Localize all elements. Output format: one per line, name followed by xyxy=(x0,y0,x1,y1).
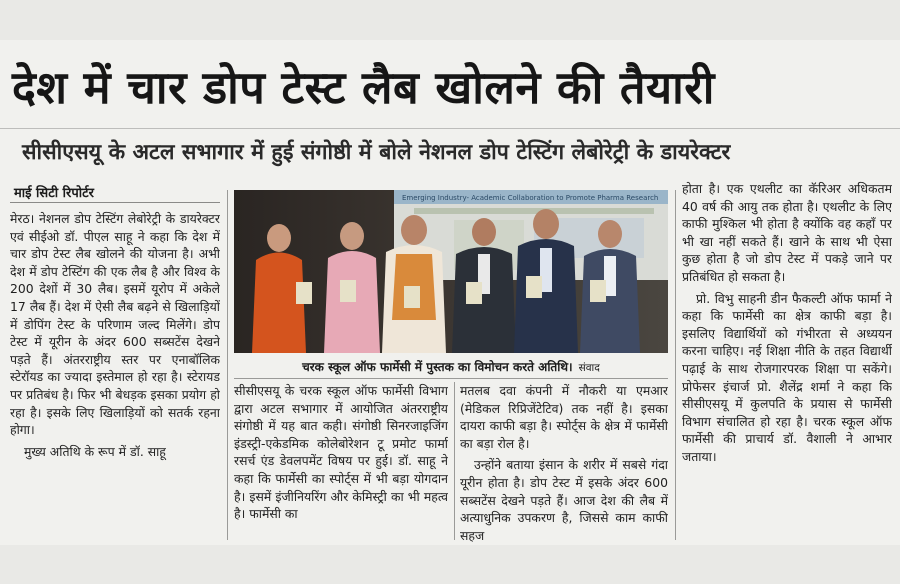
banner-text: Emerging Industry- Academic Collaboration to Promote Pharma Research xyxy=(402,194,659,202)
column-1 xyxy=(10,210,220,540)
column-3 xyxy=(460,382,668,542)
column-divider xyxy=(227,190,228,540)
event-photo xyxy=(234,190,668,353)
paragraph: होता है। एक एथलीट का कॅरिअर अधिकतम 40 वर्ष की आयु तक होता है। एथलीट के लिए काफी मुश्किल भी होता है क्योंकि वह कहाँ पर भी खा नहीं सकते हैं। खाने के साथ भी ऐसा कुछ होता है जो डोप टेस्ट में पकड़े जाने पर प्रतिबंधित हो सकता है। xyxy=(682,181,892,284)
paragraph: मुख्य अतिथि के रूप में डॉ. साहू xyxy=(24,443,166,459)
paragraph: उन्होंने बताया इंसान के शरीर में सबसे गंदा यूरीन होता है। डोप टेस्ट में इसके अंदर 600 सब्सटेंस देखने पड़ते हैं। आज देश की लैब में अत्याधुनिक उपकरण है, जिससे काम काफी सहज xyxy=(460,457,668,542)
byline-rule xyxy=(10,202,220,203)
paragraph: मेरठ। नेशनल डोप टेस्टिंग लेबोरेट्री के डायरेक्टर एवं सीईओ डॉ. पीएल साहू ने कहा कि देश में चार डोप टेस्ट लैब खोलने की योजना है। अभी देश में डोप टेस्टिंग की एक लैब है और विश्व के 200 देशों में 30 लैब। इसमें यूरोप में अकेले 17 लैब हैं। देश में ऐसी लैब बढ़ने से खिलाड़ियों में डोपिंग टेस्ट के परिणाम जल्द मिलेंगे। डोप टेस्ट में यूरीन के अंदर 600 सब्सटेंस देखने पड़ते हैं। अंतरराष्ट्रीय स्तर पर एनाबॉलिक स्टेरॉयड का ज्यादा इस्तेमाल हो रहा है। स्टेरायड पर प्रतिबंध है। फिर भी बेधड़क इसका प्रयोग हो रहा है। इसके लिए खिलाड़ियों को सतर्क रहना होगा। xyxy=(10,211,220,438)
paragraph: प्रो. विभु साहनी डीन फैकल्टी ऑफ फार्मा ने कहा कि फार्मेसी का क्षेत्र काफी बड़ा है। इसलिए विद्यार्थियों को गंभीरता से अध्ययन करना चाहिए। नई शिक्षा नीति के तहत विद्यार्थी पढ़ाई के साथ रोजगारपरक शिक्षा पा सकेंगे। प्रोफेसर इंचार्ज प्रो. शैलेंद्र शर्मा ने कहा कि सीसीएसयू में कुलपति के प्रयास से फार्मेसी विभाग संचालित हो रहा है। चरक स्कूल ऑफ फार्मेसी की प्राचार्य डॉ. वैशाली ने आभार जताया। xyxy=(682,290,892,464)
photo-caption xyxy=(234,356,668,379)
subheadline: सीसीएसयू के अटल सभागार में हुई संगोष्ठी में बोले नेशनल डोप टेस्टिंग लेबोरेट्री के डायरेक्टर xyxy=(22,140,731,165)
paragraph: सीसीएसयू के चरक स्कूल ऑफ फार्मेसी विभाग द्वारा अटल सभागार में आयोजित अंतरराष्ट्रीय संगोष्ठी में यह बात कही। संगोष्ठी सिनरजाइजिंग इंडस्ट्री-एकेडमिक कोलेबोरेशन टू प्रमोट फार्मा रसर्च एंड डेवलपमेंट विषय पर हुई। डॉ. साहू ने कहा कि फार्मेसी का स्पोर्ट्स में भी बड़ा योगदान है। इसमें इंजीनियरिंग और केमिस्ट्री का भी महत्व है। फार्मेसी का xyxy=(234,383,448,522)
column-2 xyxy=(234,382,448,542)
photo-credit: संवाद xyxy=(578,362,600,374)
column-4 xyxy=(682,180,892,542)
newspaper-clipping xyxy=(0,40,900,545)
byline: माई सिटी रिपोर्टर xyxy=(14,186,94,201)
caption-text: चरक स्कूल ऑफ फार्मेसी में पुस्तक का विमोचन करते अतिथि। xyxy=(302,360,573,374)
paragraph: मतलब दवा कंपनी में नौकरी या एमआर (मेडिकल रिप्रिजेंटेटिव) तक नहीं है। इसका दायरा काफी बड़ा है। स्पोर्ट्स के क्षेत्र में फार्मेसी का बड़ा रोल है। xyxy=(460,383,668,451)
book-launch-photo xyxy=(234,190,668,353)
divider xyxy=(0,128,900,129)
column-divider xyxy=(454,382,455,540)
column-divider xyxy=(675,190,676,540)
headline: देश में चार डोप टेस्ट लैब खोलने की तैयारी xyxy=(12,61,715,114)
